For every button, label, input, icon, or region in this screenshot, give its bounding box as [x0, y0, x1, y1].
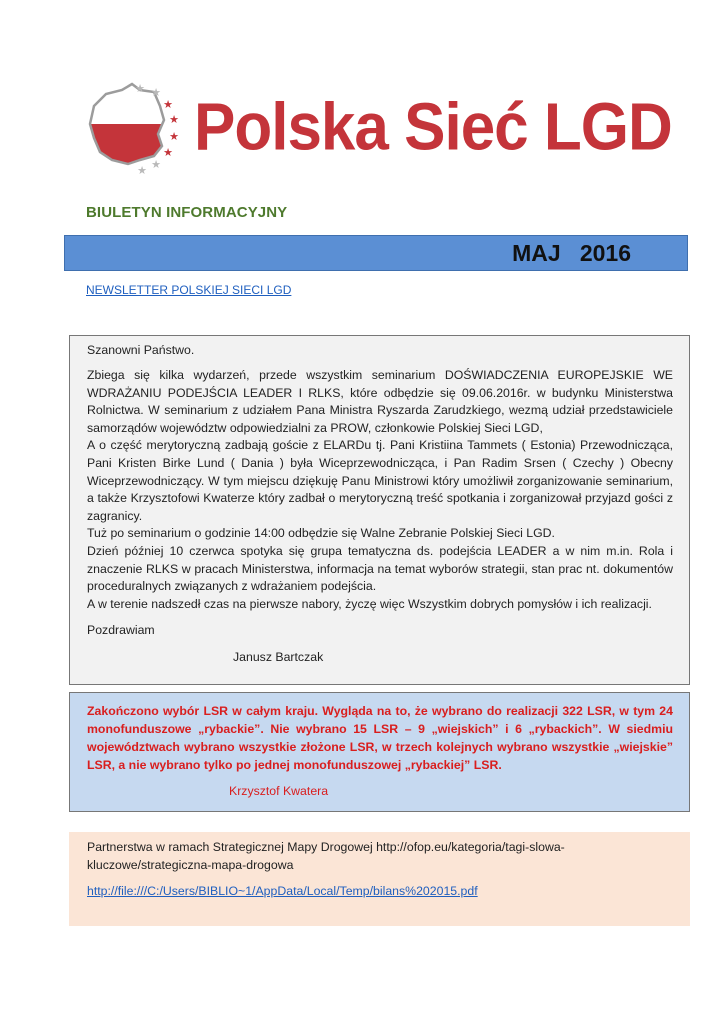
- regards: Pozdrawiam: [87, 623, 155, 637]
- letter-box: [69, 335, 690, 685]
- letter-paragraph: Zbiega się kilka wydarzeń, przede wszystkim seminarium DOŚWIADCZENIA EUROPEJSKIE WE WDRAŻANIU PODEJŚCIA LEADER I RLKS, które odbędzie się 09.06.2016r. w budynku Ministerstwa Rolnictwa. W seminarium z udziałem Pana Ministra Ryszarda Zarudzkiego, wezmą udział przedstawiciele samorządów województw odpowiedzialni za PROW, członkowie Polskiej Sieci LGD,: [87, 368, 673, 435]
- signature: Janusz Bartczak: [233, 650, 324, 664]
- issue-month: MAJ 2016: [512, 240, 631, 266]
- star-icon: ★: [135, 82, 145, 95]
- greeting: Szanowni Państwo.: [87, 343, 195, 357]
- star-icon: ★: [137, 164, 147, 177]
- star-icon: ★: [163, 98, 173, 111]
- letter-paragraph: A o część merytoryczną zadbają goście z ELARDu tj. Pani Kristiina Tammets ( Estonia) Przewodnicząca, Pani Kristen Birke Lund ( Dania ) była Wiceprzewodnicząca, i Pan Radim Srsen ( Czechy ) Obecny Wiceprzewodniczący. W tym miejscu dziękuję Panu Ministrowi który umożliwił zorganizowanie seminarium, a także Krzysztofowi Kwaterze który zadbał o merytoryczną treść spotkania i zorganizował przyjazd gości z zagranicy.: [87, 438, 673, 523]
- letter-body: [87, 367, 673, 613]
- star-icon: ★: [163, 146, 173, 159]
- letter-paragraph: Dzień później 10 czerwca spotyka się grupa tematyczna ds. podejścia LEADER a w nim m.in. Rola i znaczenie RLKS w pracach Ministerstwa, informacja na temat wyborów strategii, stan prac nt. dokumentów proceduralnych związanych z wdrażaniem podejścia.: [87, 543, 673, 594]
- bulletin-label: BIULETYN INFORMACYJNY: [86, 204, 288, 221]
- letter-paragraph: Tuż po seminarium o godzinie 14:00 odbędzie się Walne Zebranie Polskiej Sieci LGD.: [87, 526, 555, 541]
- star-icon: ★: [151, 158, 161, 171]
- newsletter-link[interactable]: NEWSLETTER POLSKIEJ SIECI LGD: [86, 283, 292, 297]
- file-link[interactable]: http://file:///C:/Users/BIBLIO~1/AppData/Local/Temp/bilans%202015.pdf: [87, 884, 478, 898]
- partnership-text: Partnerstwa w ramach Strategicznej Mapy Drogowej http://ofop.eu/kategoria/tagi-slowa-kluczowe/strategiczna-mapa-drogowa: [87, 840, 565, 872]
- star-icon: ★: [151, 86, 161, 99]
- poland-map-icon: [84, 80, 194, 180]
- star-icon: ★: [169, 130, 179, 143]
- news-box: [69, 692, 690, 812]
- news-author: Krzysztof Kwatera: [229, 784, 329, 798]
- logo-text: Polska Sieć LGD: [194, 90, 672, 165]
- polska-siec-lgd-logo: [84, 80, 672, 180]
- news-text: Zakończono wybór LSR w całym kraju. Wygląda na to, że wybrano do realizacji 322 LSR, w tym 24 monofunduszowe „rybackie”. Nie wybrano 15 LSR – 9 „wiejskich” i 6 „rybackich”. W siedmiu województwach wybrano wszystkie złożone LSR, w trzech kolejnych wybrano wszystkie „wiejskie” LSR, a nie wybrano tylko po jednej monofunduszowej „rybackiej” LSR.: [87, 704, 673, 772]
- links-box: [69, 832, 690, 926]
- letter-paragraph: A w terenie nadszedł czas na pierwsze nabory, życzę więc Wszystkim dobrych pomysłów i ich realizacji.: [87, 596, 652, 611]
- star-icon: ★: [169, 113, 179, 126]
- month-banner: [64, 235, 688, 271]
